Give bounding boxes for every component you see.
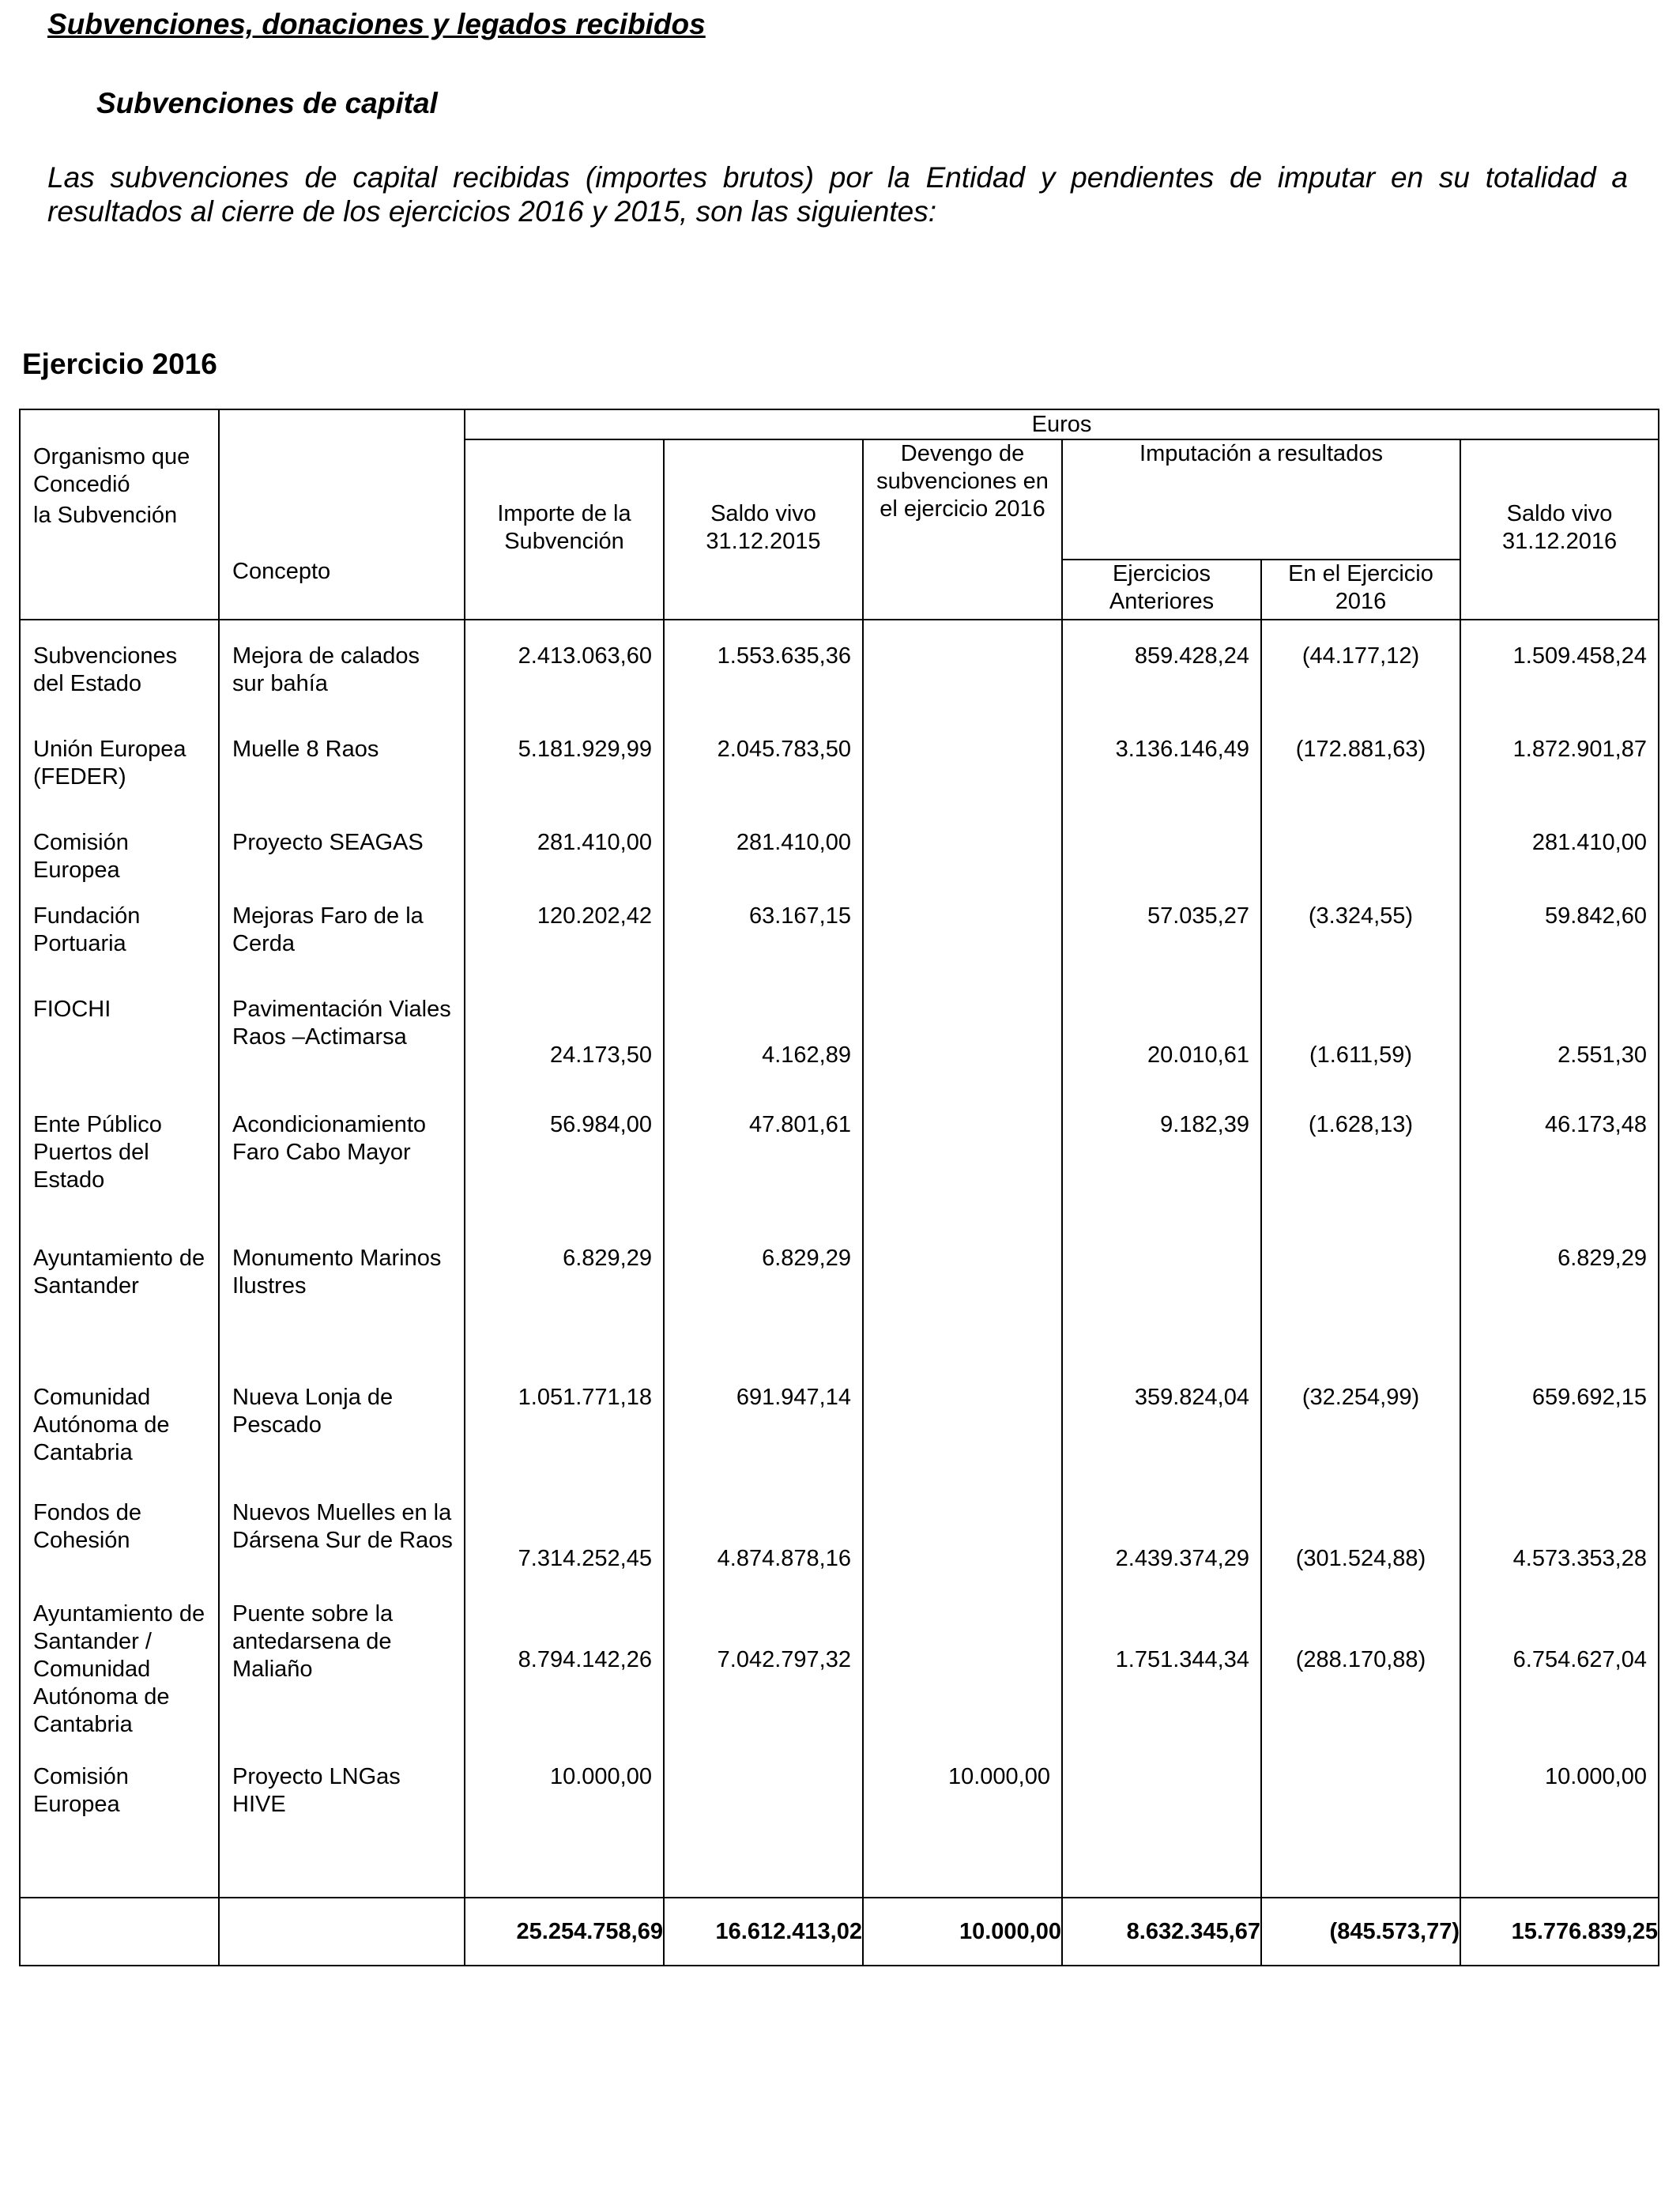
cell-saldo2016: 6.754.627,04	[1512, 1647, 1647, 1672]
cell-organismo: Comunidad Autónoma de Cantabria	[33, 1385, 170, 1465]
cell-saldo2016: 59.842,60	[1544, 903, 1647, 929]
cell-ejercicio: (172.881,63)	[1295, 737, 1426, 762]
cell-saldo2016: 281.410,00	[1531, 830, 1647, 855]
cell-anteriores: 2.439.374,29	[1115, 1546, 1249, 1571]
cell-organismo: Fundación Portuaria	[33, 903, 141, 956]
cell-ejercicio: (288.170,88)	[1295, 1647, 1426, 1672]
cell-anteriores: 1.751.344,34	[1115, 1647, 1249, 1672]
cell-importe: 7.314.252,45	[518, 1546, 652, 1571]
cell-organismo: Fondos de Cohesión	[33, 1500, 142, 1553]
intro-paragraph: Las subvenciones de capital recibidas (importes brutos) por la Entidad y pendientes de imputar en su totalidad a resultados al cierre de los ejercicios 2016 y 2015, son las siguientes:	[47, 161, 1628, 228]
cell-ejercicio: (32.254,99)	[1301, 1385, 1420, 1410]
cell-concepto: Pavimentación Viales Raos –Actimarsa	[232, 997, 451, 1050]
cell-saldo2015: 47.801,61	[748, 1112, 851, 1137]
header-saldo-2015: Saldo vivo 31.12.2015	[664, 439, 863, 620]
cell-concepto: Acondicionamiento Faro Cabo Mayor	[232, 1112, 427, 1165]
cell-importe: 120.202,42	[537, 903, 652, 929]
cell-importe: 10.000,00	[549, 1764, 652, 1789]
cell-importe: 1.051.771,18	[518, 1385, 652, 1410]
cell-saldo2015: 4.874.878,16	[717, 1546, 851, 1571]
total-importe: 25.254.758,69	[465, 1898, 664, 1966]
cell-saldo2015: 4.162,89	[762, 1042, 851, 1068]
header-en-ejercicio: En el Ejercicio 2016	[1261, 560, 1460, 620]
total-empty-2	[219, 1898, 465, 1966]
cell-concepto: Proyecto SEAGAS	[232, 830, 424, 855]
cell-importe: 5.181.929,99	[518, 737, 652, 762]
cell-saldo2015: 6.829,29	[762, 1246, 851, 1271]
header-organismo: Organismo que Concedió la Subvención	[20, 409, 219, 620]
cell-organismo: Ayuntamiento de Santander	[33, 1246, 205, 1299]
cell-saldo2016: 10.000,00	[1544, 1764, 1647, 1789]
cell-ejercicio: (44.177,12)	[1301, 643, 1420, 669]
cell-saldo2016: 1.872.901,87	[1512, 737, 1647, 762]
cell-importe: 2.413.063,60	[518, 643, 652, 669]
cell-concepto: Mejoras Faro de la Cerda	[232, 903, 424, 956]
cell-organismo: Ayuntamiento de Santander / Comunidad Autónoma de Cantabria	[33, 1601, 205, 1737]
cell-ejercicio: (1.611,59)	[1309, 1042, 1413, 1068]
cell-saldo2016: 46.173,48	[1544, 1112, 1647, 1137]
cell-anteriores: 3.136.146,49	[1115, 737, 1249, 762]
cell-concepto: Mejora de calados sur bahía	[232, 643, 420, 696]
cell-anteriores: 57.035,27	[1147, 903, 1249, 929]
cell-saldo2015: 1.553.635,36	[717, 643, 851, 669]
header-saldo-2016: Saldo vivo 31.12.2016	[1460, 439, 1659, 620]
cell-ejercicio: (301.524,88)	[1295, 1546, 1426, 1571]
cell-saldo2016: 659.692,15	[1531, 1385, 1647, 1410]
cell-organismo: Comisión Europea	[33, 1764, 129, 1817]
total-anteriores: 8.632.345,67	[1062, 1898, 1261, 1966]
total-saldo-2016: 15.776.839,25	[1460, 1898, 1659, 1966]
cell-organismo: Unión Europea (FEDER)	[33, 737, 186, 790]
cell-organismo: Ente Público Puertos del Estado	[33, 1112, 162, 1193]
cell-saldo2015: 63.167,15	[748, 903, 851, 929]
cell-anteriores: 859.428,24	[1134, 643, 1249, 669]
cell-importe: 24.173,50	[549, 1042, 652, 1068]
header-devengo: Devengo de subvenciones en el ejercicio 2016	[863, 439, 1062, 620]
header-concepto: Concepto	[219, 409, 465, 620]
subsection-title: Subvenciones de capital	[96, 87, 438, 119]
cell-concepto: Puente sobre la antedarsena de Maliaño	[232, 1601, 394, 1682]
header-ejercicios-anteriores: Ejercicios Anteriores	[1062, 560, 1261, 620]
header-importe: Importe de la Subvención	[465, 439, 664, 620]
cell-importe: 8.794.142,26	[518, 1647, 652, 1672]
year-heading: Ejercicio 2016	[22, 348, 217, 380]
cell-organismo: Subvenciones del Estado	[33, 643, 178, 696]
subsidies-table	[19, 409, 1659, 1966]
cell-saldo2015: 281.410,00	[736, 830, 851, 855]
cell-organismo: FIOCHI	[33, 997, 111, 1022]
cell-saldo2016: 2.551,30	[1558, 1042, 1647, 1068]
cell-concepto: Proyecto LNGas HIVE	[232, 1764, 401, 1817]
cell-concepto: Nuevos Muelles en la Dársena Sur de Raos	[232, 1500, 453, 1553]
cell-organismo: Comisión Europea	[33, 830, 129, 883]
total-empty-1	[20, 1898, 219, 1966]
cell-importe: 6.829,29	[563, 1246, 652, 1271]
cell-anteriores: 9.182,39	[1160, 1112, 1249, 1137]
cell-concepto: Monumento Marinos Ilustres	[232, 1246, 442, 1299]
cell-saldo2016: 6.829,29	[1558, 1246, 1647, 1271]
totals-row	[20, 1898, 1659, 1966]
cell-concepto: Nueva Lonja de Pescado	[232, 1385, 394, 1438]
total-saldo-2015: 16.612.413,02	[664, 1898, 863, 1966]
cell-anteriores: 359.824,04	[1134, 1385, 1249, 1410]
cell-devengo: 10.000,00	[947, 1764, 1050, 1789]
section-title: Subvenciones, donaciones y legados recibidos	[47, 8, 706, 40]
header-euros: Euros	[465, 409, 1659, 439]
cell-importe: 281.410,00	[537, 830, 652, 855]
cell-importe: 56.984,00	[549, 1112, 652, 1137]
total-ejercicio: (845.573,77)	[1261, 1898, 1460, 1966]
table-body	[20, 620, 1659, 1898]
cell-anteriores: 20.010,61	[1147, 1042, 1249, 1068]
cell-saldo2015: 2.045.783,50	[717, 737, 851, 762]
cell-ejercicio: (3.324,55)	[1308, 903, 1414, 929]
cell-concepto: Muelle 8 Raos	[232, 737, 379, 762]
cell-ejercicio: (1.628,13)	[1308, 1112, 1414, 1137]
total-devengo: 10.000,00	[863, 1898, 1062, 1966]
cell-saldo2015: 7.042.797,32	[717, 1647, 851, 1672]
cell-saldo2016: 4.573.353,28	[1512, 1546, 1647, 1571]
header-imputacion: Imputación a resultados	[1062, 439, 1460, 560]
cell-saldo2015: 691.947,14	[736, 1385, 851, 1410]
cell-saldo2016: 1.509.458,24	[1512, 643, 1647, 669]
